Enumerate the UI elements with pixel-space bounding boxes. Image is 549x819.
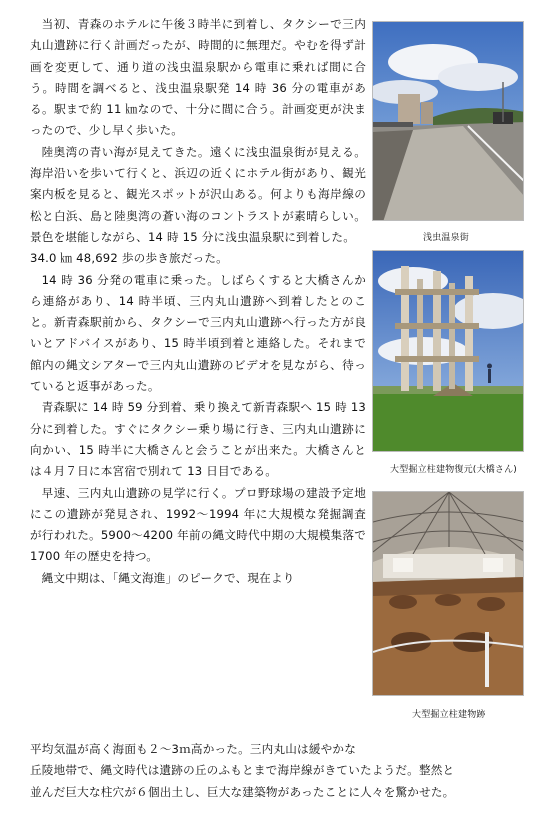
photo-pillar-building <box>372 250 524 452</box>
photo-asamushi-street <box>372 21 524 221</box>
caption-photo-2: 大型掘立柱建物復元(大橋さん) <box>390 465 518 475</box>
paragraph-6-start: 縄文中期は、「縄文海進」のピークで、現在より <box>41 570 295 585</box>
closing-line-2: 丘陵地帯で、縄文時代は遺跡の丘のふもとまで海岸線がきていたようだ。整然と <box>30 763 455 778</box>
photo-excavation-site <box>372 491 524 696</box>
paragraph-3: 14 時 36 分発の電車に乗った。しばらくすると大橋さんから連絡があり、14 時半頃、三内丸山遺跡へ到着したとのこと。新青森駅前から、タクシーで三内丸山遺跡へ行った方が良いとアドバイスがあり、15 時半頃到着と連絡した。それまで館内の縄文シアターで三内丸山遺跡のビデオを見ながら、待っていると返事があった。 <box>30 272 366 394</box>
closing-text <box>30 739 530 803</box>
closing-line-1: 平均気温が高く海面も２～3ｍ高かった。三内丸山は緩やかな <box>30 742 357 756</box>
paragraph-2: 陸奥湾の青い海が見えてきた。遠くに浅虫温泉街が見える。海岸沿いを歩いて行くと、浜辺の近くにホテル街があり、観光案内板を見ると、観光スポットが沢山ある。何よりも海岸線の松と白浜、島と陸奥湾の蒼い海のコントラストが素晴らしい。景色を堪能しながら、14 時 15 分に浅虫温泉駅に到着した。 <box>30 144 366 244</box>
text-column <box>30 14 366 589</box>
paragraph-5: 早速、三内丸山遺跡の見学に行く。プロ野球場の建設予定地にこの遺跡が発見され、1992～1994 年に大規模な発掘調査が行われた。5900～4200 年前の縄文時代中期の大規模集落で 1700 年の歴史を持つ。 <box>30 485 366 564</box>
closing-line-3: 並んだ巨大な柱穴が６個出土し、巨大な建築物があったことに人々を驚かせた。 <box>30 784 455 799</box>
paragraph-1: 当初、青森のホテルに午後３時半に到着し、タクシーで三内丸山遺跡に行く計画だったが、時間的に無理だ。やむを得ず計画を変更して、通り道の浅虫温泉駅から電車に乗れば間に合う。時間を調べると、浅虫温泉駅発 14 時 36 分の電車がある。駅まで約 11 ㎞なので、十分に間に合う。計画変更が決まったので、少し早く歩いた。 <box>30 17 366 138</box>
paragraph-4: 青森駅に 14 時 59 分到着、乗り換えて新青森駅へ 15 時 13 分に到着した。すぐにタクシー乗り場に行き、三内丸山遺跡に向かい、15 時半に大橋さんと会うことが出来た。大橋さんとは４月７日に本宮宿で別れて 13 日目である。 <box>30 400 366 479</box>
paragraph-distance: 34.0 ㎞ 48,692 歩の歩き旅だった。 <box>30 251 228 266</box>
caption-photo-3: 大型掘立柱建物跡 <box>412 710 486 720</box>
caption-photo-1: 浅虫温泉街 <box>423 233 470 243</box>
